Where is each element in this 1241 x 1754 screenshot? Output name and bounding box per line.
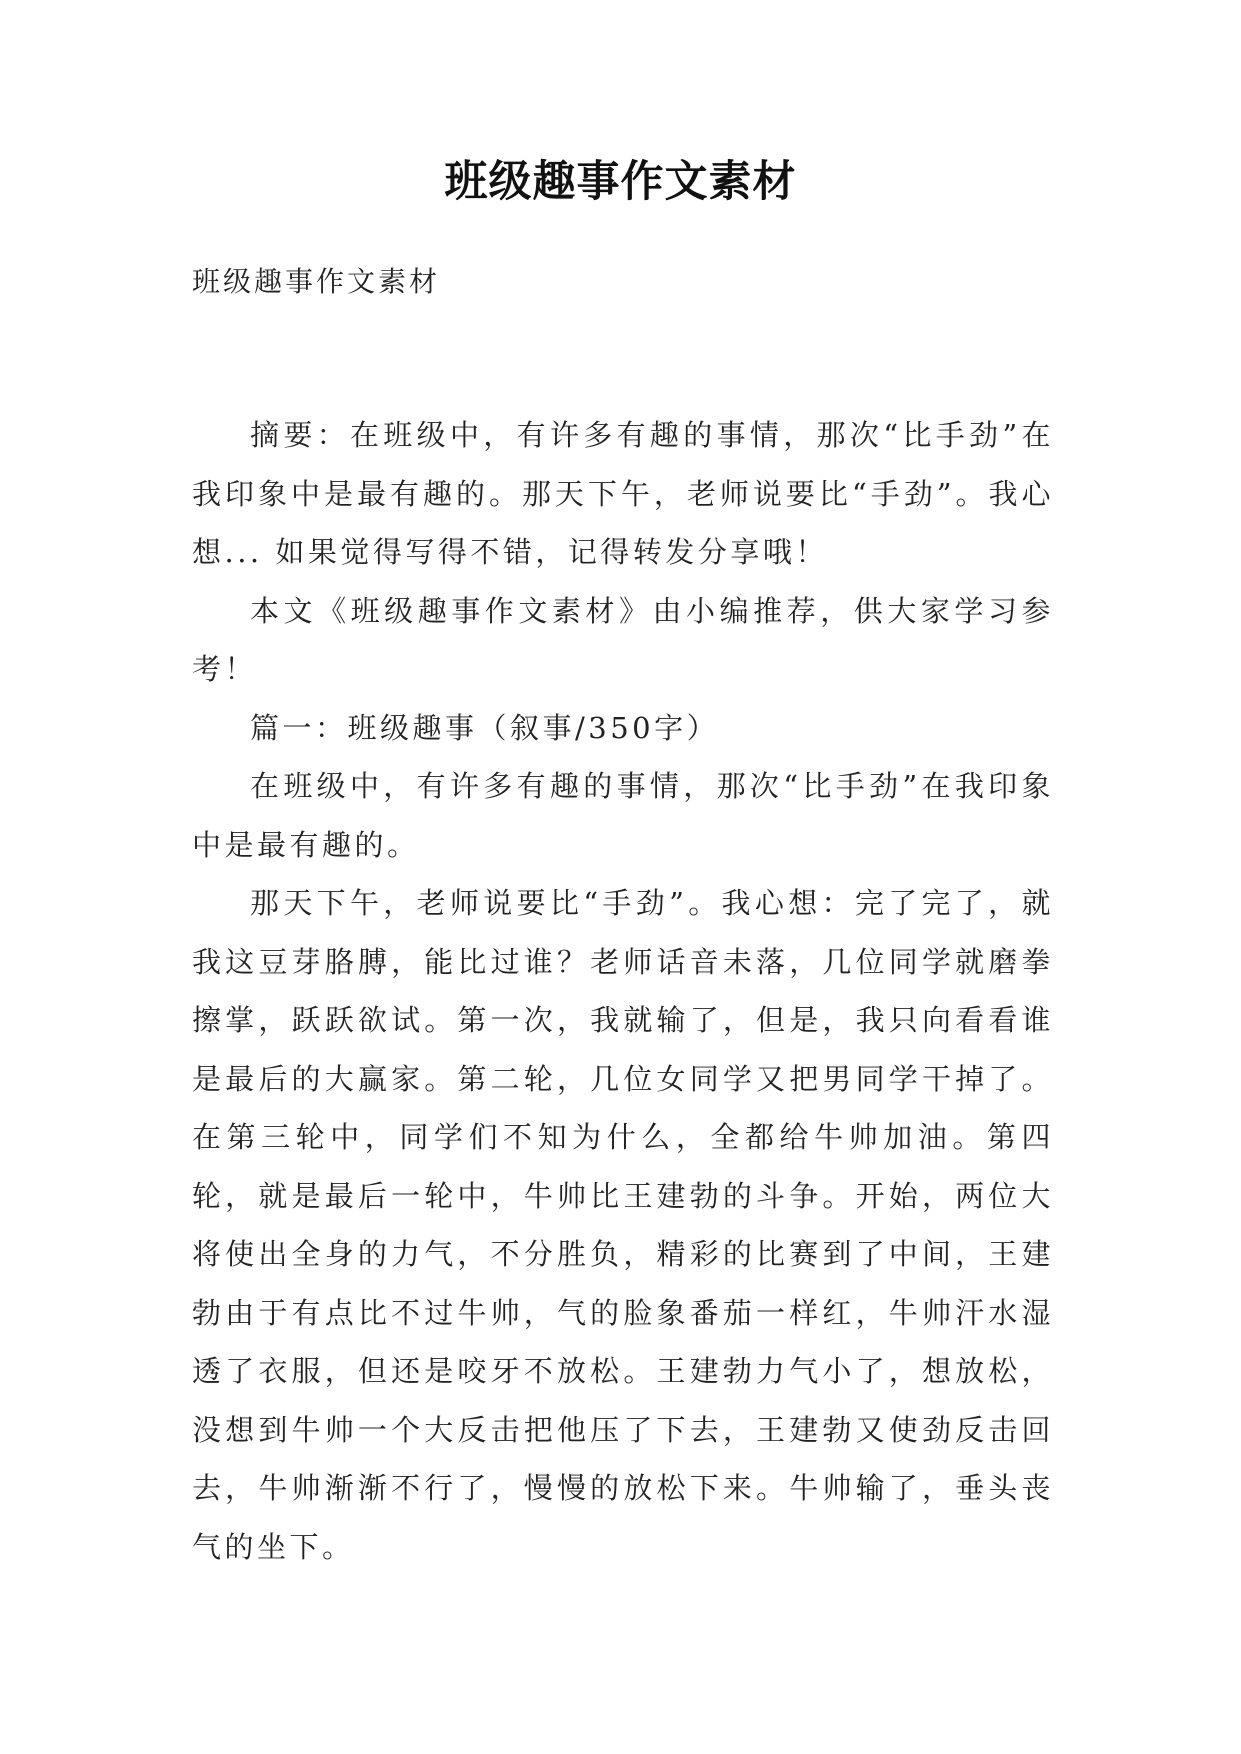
body-paragraph: 那天下午，老师说要比“手劲”。我心想：完了完了，就我这豆芽胳膊，能比过谁？老师话音未落，几位同学就磨拳擦掌，跃跃欲试。第一次，我就输了，但是，我只向看看谁是最后的大赢家。第二轮，几位女同学又把男同学干掉了。在第三轮中，同学们不知为什么，全都给牛帅加油。第四轮，就是最后一轮中，牛帅比王建勃的斗争。开始，两位大将使出全身的力气，不分胜负，精彩的比赛到了中间，王建勃由于有点比不过牛帅，气的脸象番茄一样红，牛帅汗水湿透了衣服，但还是咬牙不放松。王建勃力气小了，想放松，没想到牛帅一个大反击把他压了下去，王建勃又使劲反击回去，牛帅渐渐不行了，慢慢的放松下来。牛帅输了，垂头丧气的坐下。 bbox=[192, 886, 1054, 1564]
document-subtitle: 班级趣事作文素材 bbox=[192, 265, 441, 298]
document-title: 班级趣事作文素材 bbox=[444, 157, 797, 207]
body-paragraph: 在班级中，有许多有趣的事情，那次“比手劲”在我印象中是最有趣的。 bbox=[192, 769, 1054, 862]
recommendation-paragraph: 本文《班级趣事作文素材》由小编推荐，供大家学习参考！ bbox=[192, 593, 1054, 686]
abstract-paragraph: 摘要：在班级中，有许多有趣的事情，那次“比手劲”在我印象中是最有趣的。那天下午，老师说要比“手劲”。我心想... 如果觉得写得不错，记得转发分享哦！ bbox=[192, 418, 1054, 569]
document-body bbox=[192, 406, 1054, 1576]
section-heading: 篇一：班级趣事（叙事/350字） bbox=[250, 710, 720, 745]
